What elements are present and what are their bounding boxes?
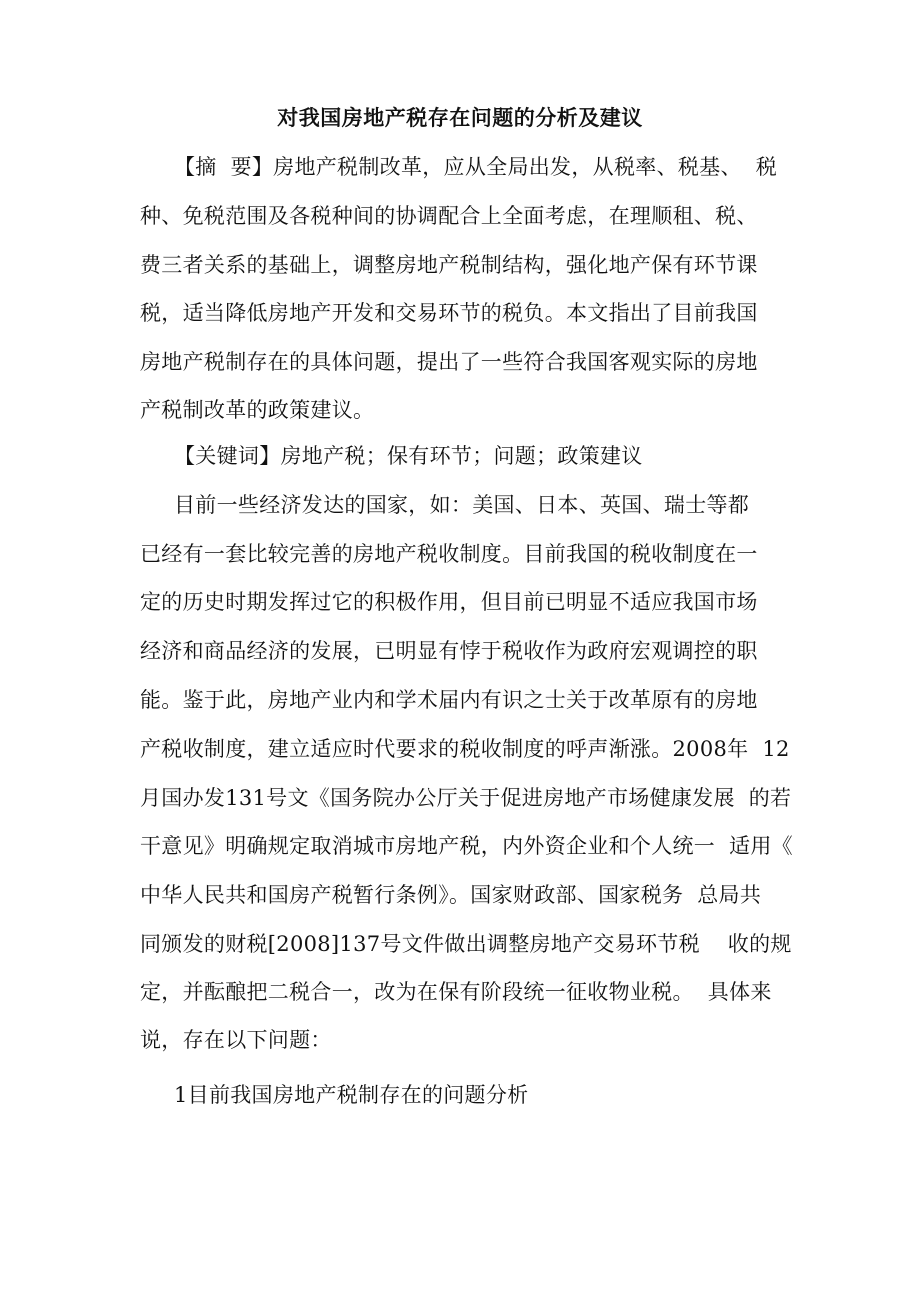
body-line: 定的历史时期发挥过它的积极作用，但目前已明显不适应我国市场 [140,590,758,614]
body-line: 目前一些经济发达的国家，如：美国、日本、英国、瑞士等都 [174,493,750,517]
abstract-line: 【摘 要】房地产税制改革，应从全局出发，从税率、税基、 税 [174,155,777,179]
section-heading: 1目前我国房地产税制存在的问题分析 [174,1083,529,1107]
keywords-line: 【关键词】房地产税；保有环节；问题；政策建议 [174,444,643,468]
body-line: 说，存在以下问题： [140,1028,332,1052]
abstract-line: 费三者关系的基础上，调整房地产税制结构，强化地产保有环节课 [140,253,758,277]
document-title: 对我国房地产税存在问题的分析及建议 [277,105,643,130]
abstract-line: 房地产税制存在的具体问题，提出了一些符合我国客观实际的房地 [140,350,758,374]
body-line: 干意见》明确规定取消城市房地产税，内外资企业和个人统一 适用《 [140,834,793,858]
body-line: 能。鉴于此，房地产业内和学术届内有识之士关于改革原有的房地 [140,688,758,712]
body-line: 产税收制度，建立适应时代要求的税收制度的呼声渐涨。2008年 12 [140,737,790,761]
body-line: 中华人民共和国房产税暂行条例》。国家财政部、国家税务 总局共 [140,883,762,907]
abstract-line: 税，适当降低房地产开发和交易环节的税负。本文指出了目前我国 [140,301,758,325]
abstract-line: 种、免税范围及各税种间的协调配合上全面考虑，在理顺租、税、 [140,204,758,228]
body-line: 已经有一套比较完善的房地产税收制度。目前我国的税收制度在一 [140,542,758,566]
body-line: 同颁发的财税[2008]137号文件做出调整房地产交易环节税 收的规 [140,932,792,956]
body-line: 月国办发131号文《国务院办公厅关于促进房地产市场健康发展 的若 [140,786,792,810]
abstract-line: 产税制改革的政策建议。 [140,398,375,422]
body-line: 经济和商品经济的发展，已明显有悖于税收作为政府宏观调控的职 [140,639,758,663]
body-line: 定，并酝酿把二税合一，改为在保有阶段统一征收物业税。 具体来 [140,980,772,1004]
